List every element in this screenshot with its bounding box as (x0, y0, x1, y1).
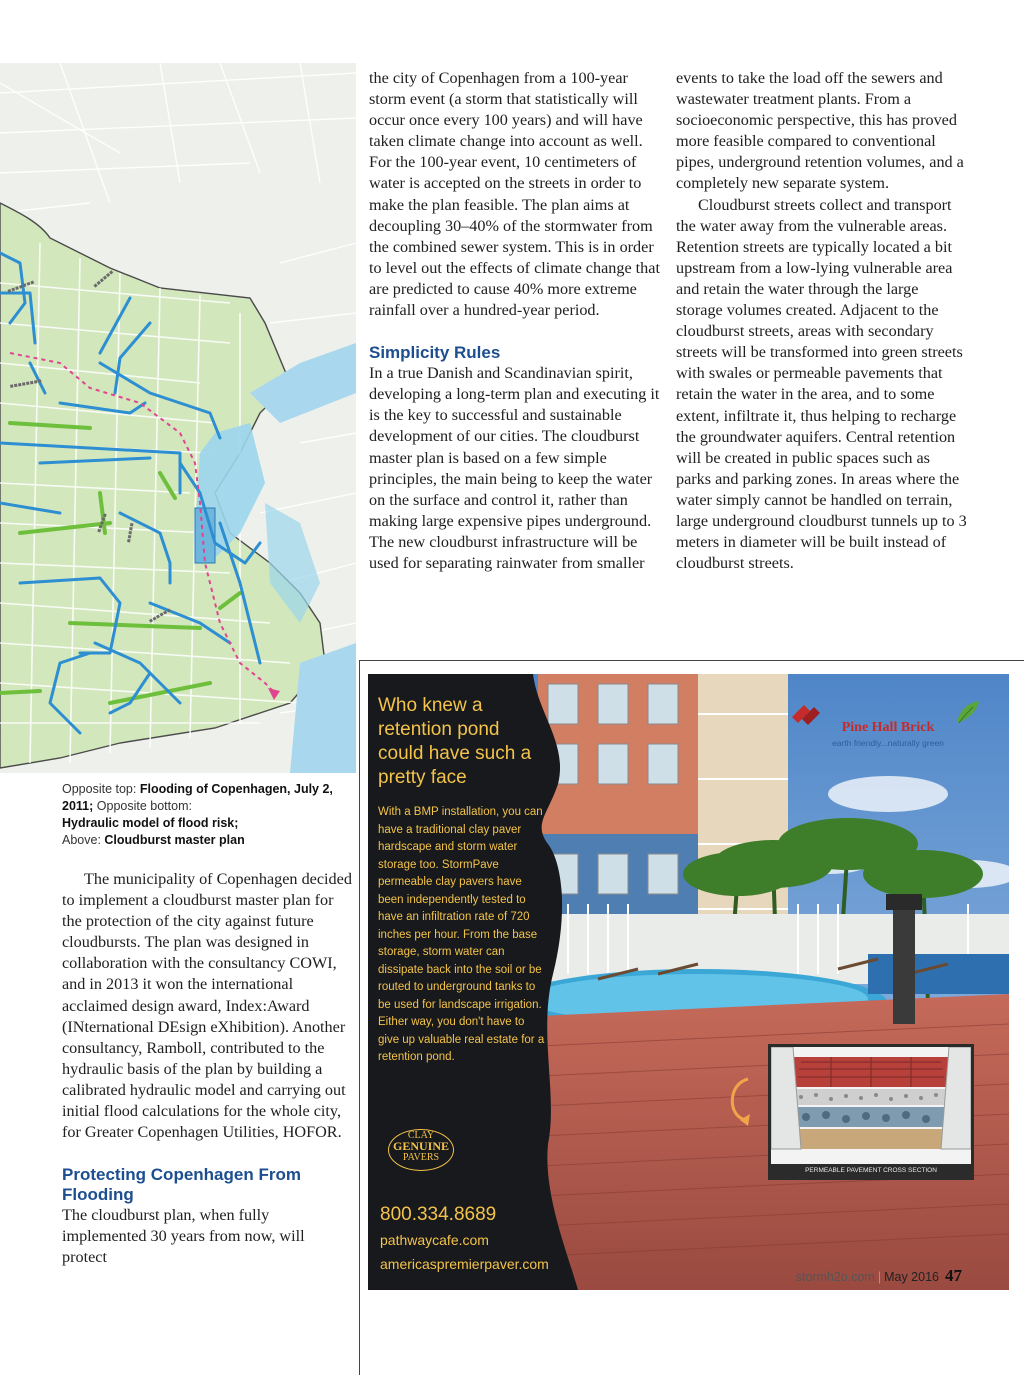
caption-title-2: Hydraulic model of flood risk; (62, 816, 239, 830)
ad-body-text: With a BMP installation, you can have a traditional clay paver hardscape and storm water storage too. StormPave permeable clay pavers have been independently tested to have an infiltration rate of 720 inches per hour. From the base storage, storm water can dissipate back into the soil or be routed to underground tanks to be used for landscape irrigation. Either way, you don't have to give up valuable real estate for a retention pond. (378, 806, 545, 1063)
brand-name: Pine Hall Brick (841, 720, 935, 735)
svg-text:▪▪▪▪▪: ▪▪▪▪▪ (95, 512, 109, 534)
brick-logo-icon (788, 699, 828, 729)
pine-hall-brick-logo (788, 699, 988, 749)
seal-main-text: GENUINE (392, 1139, 449, 1153)
caption-prefix-1: Opposite top: (62, 782, 137, 796)
horizontal-divider (359, 660, 1024, 661)
permeable-pavement-cross-section (768, 1044, 974, 1180)
ad-url-americaspremierpaver[interactable]: americaspremierpaver.com (380, 1256, 549, 1272)
simplicity-paragraph: In a true Danish and Scandinavian spirit, developing a long-term plan and executing it is the key to successful and sustainable development of our cities. The cloudburst master plan is based on a few simple principles, the main being to keep the water on the surface and control it, rather than making large expensive pipes underground. The new cloudburst infrastructure will be used for separating rainwater from smaller (369, 364, 660, 572)
cross-section-label: PERMEABLE PAVEMENT CROSS SECTION (771, 1164, 971, 1177)
cloudburst-master-plan-map (0, 63, 356, 773)
svg-text:▪▪▪▪▪▪: ▪▪▪▪▪▪ (91, 268, 115, 290)
figure-caption (62, 781, 352, 849)
pine-hall-brick-advertisement[interactable] (368, 674, 1009, 1290)
genuine-clay-pavers-seal (388, 1129, 454, 1171)
ad-contact-info (380, 1202, 620, 1276)
middle-text-column (369, 68, 661, 574)
svg-text:▪▪▪▪▪▪: ▪▪▪▪▪▪ (147, 606, 173, 625)
ad-phone[interactable]: 800.334.8689 (380, 1204, 497, 1225)
seal-top-text: CLAY (407, 1130, 435, 1141)
caption-title-3: Cloudburst master plan (104, 833, 245, 847)
right-text-column (676, 68, 968, 574)
footer-site: stormh2o.com (795, 1270, 875, 1284)
leaf-icon (953, 699, 983, 725)
ad-headline: Who knew a retention pond could have such a pretty face (378, 695, 532, 788)
protecting-paragraph: The cloudburst plan, when fully implemented 30 years from now, will protect (62, 1206, 305, 1267)
ad-url-pathwaycafe[interactable]: pathwaycafe.com (380, 1232, 489, 1248)
footer-separator: | (877, 1270, 882, 1284)
caption-title-1: Flooding of Copenhagen, July 2, 2011; (62, 782, 333, 813)
left-text-column (62, 869, 352, 1269)
caption-prefix-2: Opposite bottom: (96, 799, 192, 813)
section-heading-simplicity: Simplicity Rules (369, 343, 501, 363)
ad-copy (378, 694, 548, 1067)
svg-text:▪▪▪▪▪▪▪: ▪▪▪▪▪▪▪ (6, 278, 36, 295)
vertical-divider (359, 660, 360, 1375)
storm-event-paragraph: the city of Copenhagen from a 100-year storm event (a storm that statistically will occur once every 100 years) and will have taken climate change into account as well. For the 100-year event, 10 centimeters of water is accepted on the streets in order to make the plan feasible. The plan aims at decoupling 30–40% of the stormwater from the combined sewer system. This is in order to level out the effects of climate change that are predicted to cause 40% more extreme rainfall over a hundred-year period. (369, 69, 660, 320)
svg-text:▪▪▪▪▪▪▪▪: ▪▪▪▪▪▪▪▪ (9, 377, 43, 390)
footer-issue: May 2016 (884, 1270, 939, 1284)
intro-paragraph: The municipality of Copenhagen decided to implement a cloudburst master plan for the protection of the city against future cloudbursts. The plan was designed in collaboration with the consultancy COWI, and in 2013 it won the international acclaimed design award, Index:Award (INternational DEsign eXhibition). Another consultancy, Ramboll, contributed to the hydraulic basis of the plan by building a calibrated hydraulic model and carrying out initial flood calculations for the whole city, for Greater Copenhagen Utilities, HOFOR. (62, 870, 352, 1142)
page-footer (796, 1266, 962, 1286)
cross-section-diagram (771, 1047, 971, 1164)
brand-tagline: earth friendly...naturally green (832, 738, 944, 748)
section-heading-protecting: Protecting Copenhagen From Flooding (62, 1165, 301, 1205)
cloudburst-streets-paragraph: Cloudburst streets collect and transport the water away from the vulnerable areas. Retention streets are typically located a bit upstream from a low-lying vulnerable area and retain the water through the large storage volumes created. Adjacent to the cloudburst streets, areas with secondary streets will be transformed into green streets with swales or permeable pavements that retain the water in the area, and to some extent, infiltrate it, thus helping to recharge the groundwater aquifers. Central retention will be created in public spaces such as parks and parking zones. In areas where the water simply cannot be handled on terrain, large underground cloudburst tunnels up to 3 meters in diameter will be built instead of cloudburst streets. (676, 195, 967, 573)
svg-text:▪▪▪▪▪: ▪▪▪▪▪ (125, 522, 136, 544)
seal-bottom-text: PAVERS (402, 1152, 440, 1163)
socioeconomic-paragraph: events to take the load off the sewers and wastewater treatment plants. From a socioeconomic perspective, this has proved more feasible compared to conventional pipes, underground retention volumes, and a completely new separate system. (676, 69, 964, 193)
page-number: 47 (945, 1266, 962, 1285)
caption-prefix-3: Above: (62, 833, 101, 847)
